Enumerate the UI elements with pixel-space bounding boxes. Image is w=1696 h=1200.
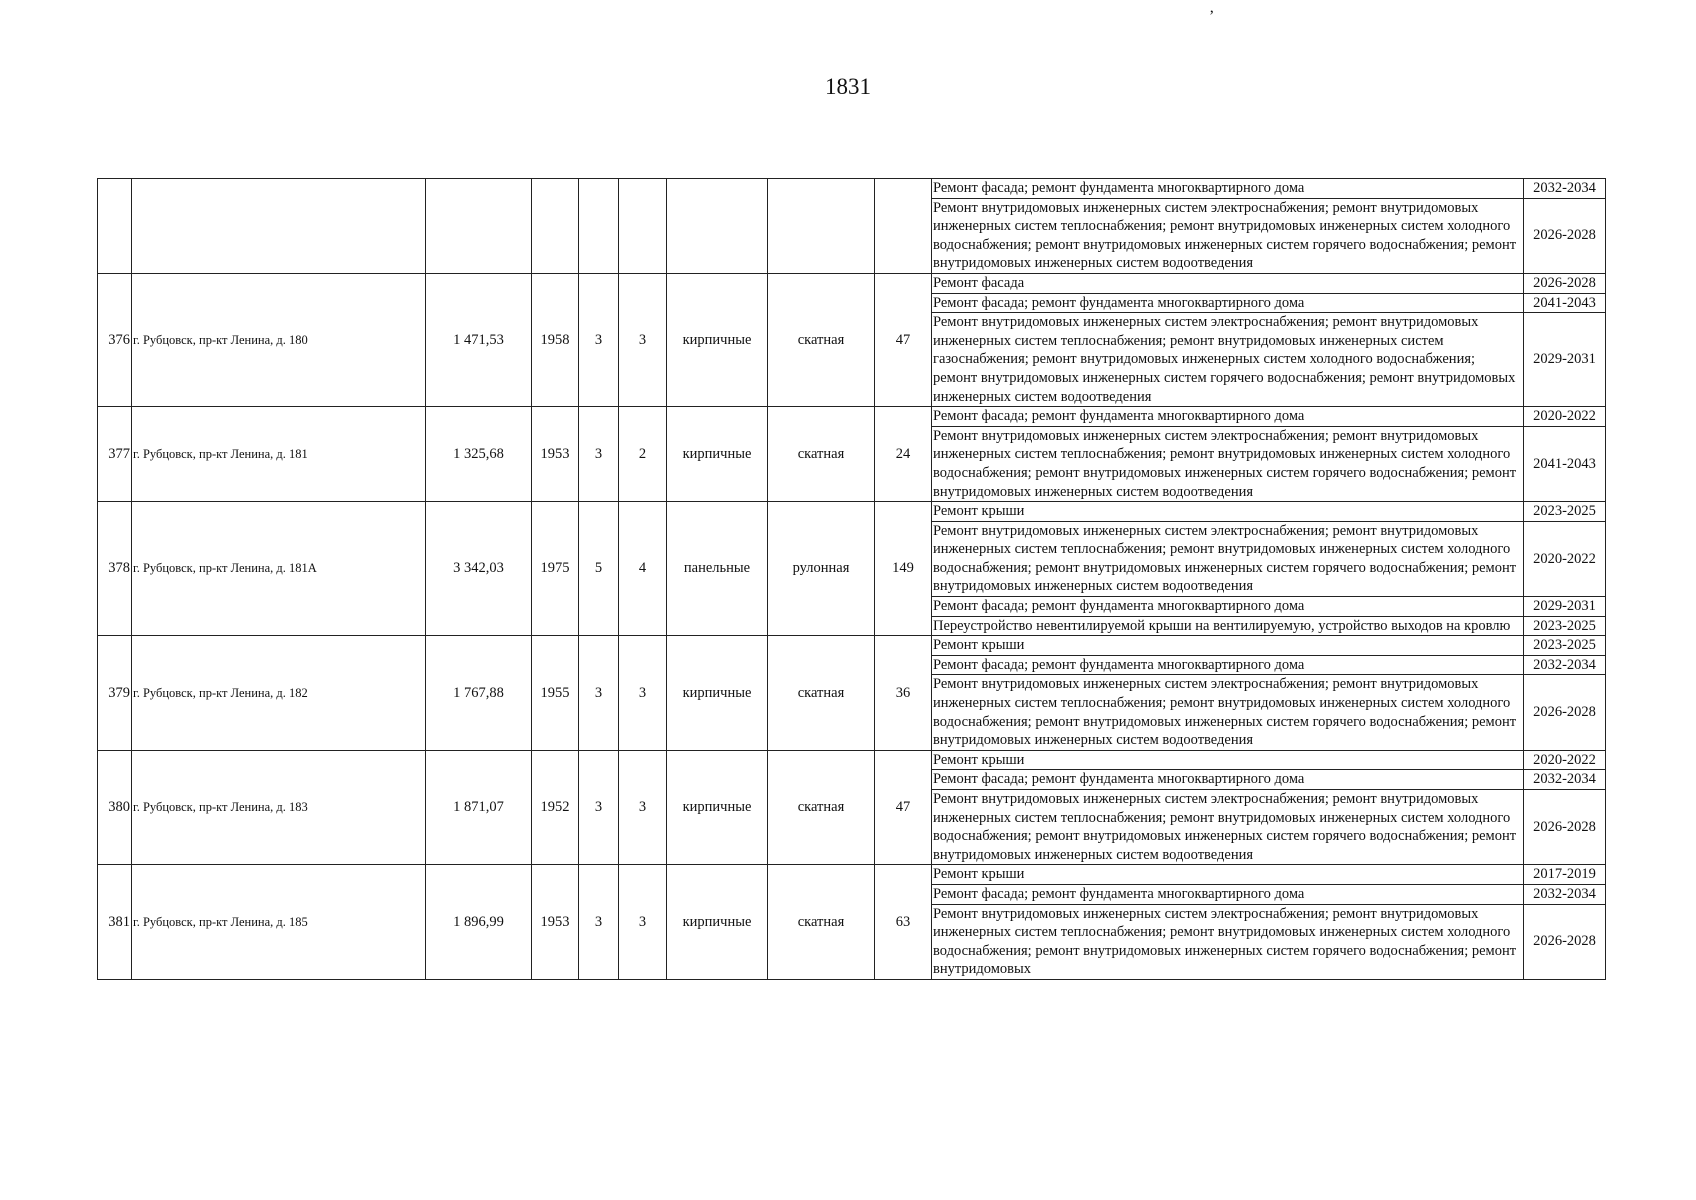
work-period-cell: 2020-2022 [1524,407,1606,427]
address-cell: г. Рубцовск, пр-кт Ленина, д. 185 [132,865,426,980]
roof-type-cell [768,179,875,274]
walls-material-cell: кирпичные [667,273,768,406]
year-cell: 1955 [532,636,579,751]
area-cell: 1 871,07 [426,750,532,865]
walls-material-cell: кирпичные [667,865,768,980]
table-row [98,750,1606,770]
housing-repair-table [97,178,1606,980]
roof-type-cell: скатная [768,750,875,865]
year-cell: 1958 [532,273,579,406]
work-period-cell: 2032-2034 [1524,655,1606,675]
walls-material-cell: кирпичные [667,636,768,751]
walls-material-cell: кирпичные [667,750,768,865]
roof-type-cell: скатная [768,273,875,406]
floors-cell [579,179,619,274]
address-cell: г. Рубцовск, пр-кт Ленина, д. 182 [132,636,426,751]
work-period-cell: 2041-2043 [1524,426,1606,501]
floors-cell: 3 [579,750,619,865]
work-period-cell: 2026-2028 [1524,198,1606,273]
roof-type-cell: рулонная [768,502,875,636]
work-period-cell: 2023-2025 [1524,616,1606,636]
work-description-cell: Ремонт фасада; ремонт фундамента многоквартирного дома [932,884,1524,904]
residents-cell: 24 [875,407,932,502]
work-period-cell: 2041-2043 [1524,293,1606,313]
table-row [98,273,1606,293]
work-description-cell: Ремонт крыши [932,750,1524,770]
work-description-cell: Ремонт внутридомовых инженерных систем электроснабжения; ремонт внутридомовых инженерных систем теплоснабжения; ремонт внутридомовых инженерных систем холодного водоснабжения; ремонт внутридомовых инженерных систем горячего водоснабжения; ремонт внутридомовых [932,904,1524,979]
work-description-cell: Ремонт крыши [932,636,1524,656]
area-cell: 1 767,88 [426,636,532,751]
work-description-cell: Ремонт внутридомовых инженерных систем электроснабжения; ремонт внутридомовых инженерных систем теплоснабжения; ремонт внутридомовых инженерных систем холодного водоснабжения; ремонт внутридомовых инженерных систем горячего водоснабжения; ремонт внутридомовых инженерных систем водоотведения [932,675,1524,750]
work-description-cell: Ремонт внутридомовых инженерных систем электроснабжения; ремонт внутридомовых инженерных систем теплоснабжения; ремонт внутридомовых инженерных систем холодного водоснабжения; ремонт внутридомовых инженерных систем горячего водоснабжения; ремонт внутридомовых инженерных систем водоотведения [932,198,1524,273]
address-cell: г. Рубцовск, пр-кт Ленина, д. 180 [132,273,426,406]
work-description-cell: Ремонт внутридомовых инженерных систем электроснабжения; ремонт внутридомовых инженерных систем теплоснабжения; ремонт внутридомовых инженерных систем холодного водоснабжения; ремонт внутридомовых инженерных систем горячего водоснабжения; ремонт внутридомовых инженерных систем водоотведения [932,790,1524,865]
walls-material-cell: панельные [667,502,768,636]
table-row [98,865,1606,885]
table-row [98,502,1606,522]
work-period-cell: 2017-2019 [1524,865,1606,885]
work-period-cell: 2023-2025 [1524,502,1606,522]
work-description-cell: Ремонт фасада; ремонт фундамента многоквартирного дома [932,179,1524,199]
row-number [98,179,132,274]
floors-cell: 5 [579,502,619,636]
address-cell [132,179,426,274]
year-cell: 1975 [532,502,579,636]
address-cell: г. Рубцовск, пр-кт Ленина, д. 181 [132,407,426,502]
area-cell: 1 325,68 [426,407,532,502]
work-period-cell: 2032-2034 [1524,884,1606,904]
residents-cell: 63 [875,865,932,980]
row-number: 378 [98,502,132,636]
work-description-cell: Ремонт крыши [932,865,1524,885]
work-period-cell: 2026-2028 [1524,675,1606,750]
residents-cell: 47 [875,273,932,406]
work-description-cell: Ремонт фасада; ремонт фундамента многоквартирного дома [932,597,1524,617]
entrances-cell: 4 [619,502,667,636]
address-cell: г. Рубцовск, пр-кт Ленина, д. 183 [132,750,426,865]
area-cell: 1 471,53 [426,273,532,406]
work-period-cell: 2026-2028 [1524,790,1606,865]
work-description-cell: Ремонт фасада; ремонт фундамента многоквартирного дома [932,293,1524,313]
work-description-cell: Переустройство невентилируемой крыши на вентилируемую, устройство выходов на кровлю [932,616,1524,636]
work-period-cell: 2020-2022 [1524,521,1606,596]
work-period-cell: 2026-2028 [1524,273,1606,293]
year-cell: 1952 [532,750,579,865]
work-period-cell: 2029-2031 [1524,313,1606,407]
address-cell: г. Рубцовск, пр-кт Ленина, д. 181А [132,502,426,636]
work-period-cell: 2032-2034 [1524,770,1606,790]
residents-cell: 47 [875,750,932,865]
residents-cell: 36 [875,636,932,751]
entrances-cell: 3 [619,865,667,980]
residents-cell: 149 [875,502,932,636]
entrances-cell [619,179,667,274]
area-cell: 1 896,99 [426,865,532,980]
work-period-cell: 2026-2028 [1524,904,1606,979]
entrances-cell: 3 [619,273,667,406]
roof-type-cell: скатная [768,865,875,980]
roof-type-cell: скатная [768,407,875,502]
floors-cell: 3 [579,407,619,502]
floors-cell: 3 [579,636,619,751]
stray-mark: ʼ [1209,8,1215,25]
work-description-cell: Ремонт фасада; ремонт фундамента многоквартирного дома [932,655,1524,675]
work-description-cell: Ремонт внутридомовых инженерных систем электроснабжения; ремонт внутридомовых инженерных систем теплоснабжения; ремонт внутридомовых инженерных систем газоснабжения; ремонт внутридомовых инженерных систем холодного водоснабжения; ремонт внутридомовых инженерных систем горячего водоснабжения; ремонт внутридомовых инженерных систем водоотведения [932,313,1524,407]
work-period-cell: 2023-2025 [1524,636,1606,656]
work-description-cell: Ремонт фасада; ремонт фундамента многоквартирного дома [932,407,1524,427]
entrances-cell: 3 [619,636,667,751]
floors-cell: 3 [579,273,619,406]
row-number: 381 [98,865,132,980]
page-number: 1831 [825,74,871,99]
work-description-cell: Ремонт фасада; ремонт фундамента многоквартирного дома [932,770,1524,790]
roof-type-cell: скатная [768,636,875,751]
year-cell: 1953 [532,865,579,980]
row-number: 377 [98,407,132,502]
walls-material-cell [667,179,768,274]
table-row [98,636,1606,656]
work-period-cell: 2032-2034 [1524,179,1606,199]
table-row [98,407,1606,427]
work-description-cell: Ремонт фасада [932,273,1524,293]
year-cell: 1953 [532,407,579,502]
work-description-cell: Ремонт внутридомовых инженерных систем электроснабжения; ремонт внутридомовых инженерных систем теплоснабжения; ремонт внутридомовых инженерных систем холодного водоснабжения; ремонт внутридомовых инженерных систем горячего водоснабжения; ремонт внутридомовых инженерных систем водоотведения [932,426,1524,501]
entrances-cell: 3 [619,750,667,865]
work-period-cell: 2020-2022 [1524,750,1606,770]
work-description-cell: Ремонт крыши [932,502,1524,522]
work-description-cell: Ремонт внутридомовых инженерных систем электроснабжения; ремонт внутридомовых инженерных систем теплоснабжения; ремонт внутридомовых инженерных систем холодного водоснабжения; ремонт внутридомовых инженерных систем горячего водоснабжения; ремонт внутридомовых инженерных систем водоотведения [932,521,1524,596]
row-number: 380 [98,750,132,865]
table-row [98,179,1606,199]
residents-cell [875,179,932,274]
row-number: 376 [98,273,132,406]
walls-material-cell: кирпичные [667,407,768,502]
year-cell [532,179,579,274]
work-period-cell: 2029-2031 [1524,597,1606,617]
row-number: 379 [98,636,132,751]
area-cell [426,179,532,274]
area-cell: 3 342,03 [426,502,532,636]
floors-cell: 3 [579,865,619,980]
entrances-cell: 2 [619,407,667,502]
